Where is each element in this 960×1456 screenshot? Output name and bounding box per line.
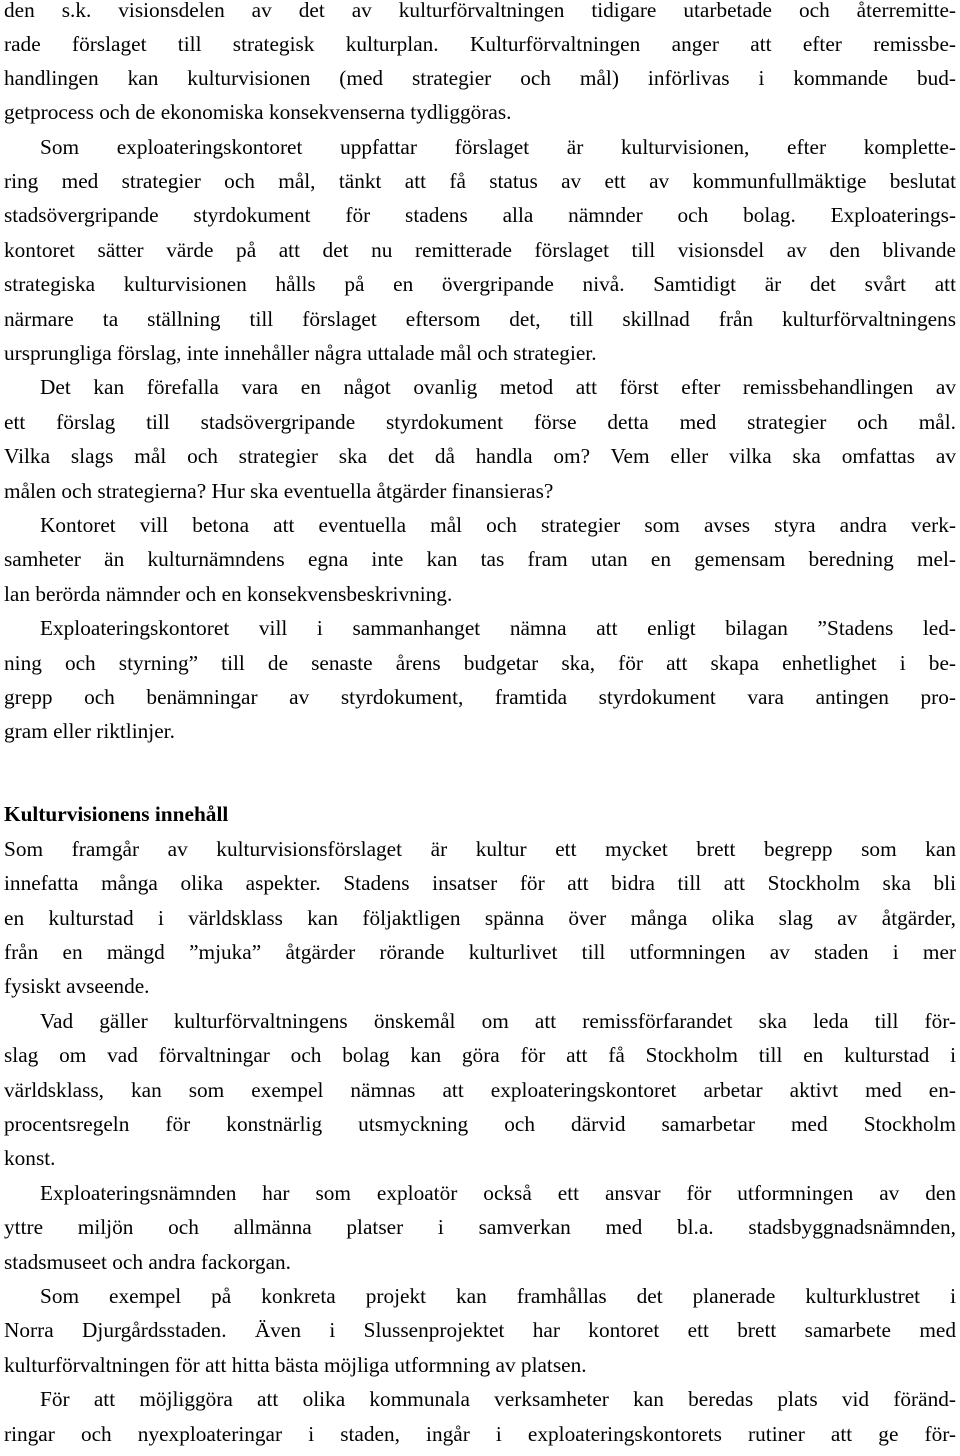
text-line: målen och strategierna? Hur ska eventuella åtgärder finansieras? bbox=[4, 479, 554, 503]
text-line: kontoret sätter värde på att det nu remitterade förslaget till visionsdel av den blivande bbox=[4, 238, 956, 262]
text-line: världsklass, kan som exempel nämnas att exploateringskontoret arbetar aktivt med en- bbox=[4, 1078, 956, 1102]
text-line: Som exploateringskontoret uppfattar förslaget är kulturvisionen, efter komplette- bbox=[40, 135, 956, 159]
text-line: gram eller riktlinjer. bbox=[4, 719, 175, 743]
text-line: Som exempel på konkreta projekt kan framhållas det planerade kulturklustret i bbox=[40, 1284, 956, 1308]
text-line: ring med strategier och mål, tänkt att få status av ett av kommunfullmäktige beslutat bbox=[4, 169, 956, 193]
text-line: från en mängd ”mjuka” åtgärder rörande kulturlivet till utformningen av staden i mer bbox=[4, 940, 956, 964]
text-line: kulturförvaltningen för att hitta bästa möjliga utformning av platsen. bbox=[4, 1353, 587, 1377]
text-line: lan berörda nämnder och en konsekvensbeskrivning. bbox=[4, 582, 453, 606]
text-line: Vad gäller kulturförvaltningens önskemål om att remissförfarandet ska leda till för- bbox=[40, 1009, 956, 1033]
text-line: fysiskt avseende. bbox=[4, 974, 150, 998]
text-line: innefatta många olika aspekter. Stadens insatser för att bidra till att Stockholm ska bli bbox=[4, 871, 956, 895]
text-line: Norra Djurgårdsstaden. Även i Slussenprojektet har kontoret ett brett samarbete med bbox=[4, 1318, 956, 1342]
text-line: samheter än kulturnämndens egna inte kan tas fram utan en gemensam beredning mel- bbox=[4, 547, 956, 571]
text-line: ringar och nyexploateringar i staden, ingår i exploateringskontorets rutiner att ge för- bbox=[4, 1422, 956, 1446]
text-line: ning och styrning” till de senaste årens budgetar ska, för att skapa enhetlighet i be- bbox=[4, 651, 956, 675]
text-line: rade förslaget till strategisk kulturplan. Kulturförvaltningen anger att efter remissbe- bbox=[4, 32, 956, 56]
text-line: slag om vad förvaltningar och bolag kan göra för att få Stockholm till en kulturstad i bbox=[4, 1043, 956, 1067]
section-heading: Kulturvisionens innehåll bbox=[4, 802, 229, 826]
text-line: stadsövergripande styrdokument för stadens alla nämnder och bolag. Exploaterings- bbox=[4, 203, 956, 227]
text-line: procentsregeln för konstnärlig utsmyckning och därvid samarbetar med Stockholm bbox=[4, 1112, 956, 1136]
text-line: grepp och benämningar av styrdokument, framtida styrdokument vara antingen pro- bbox=[4, 685, 956, 709]
text-line: handlingen kan kulturvisionen (med strategier och mål) införlivas i kommande bud- bbox=[4, 66, 956, 90]
text-line: Exploateringskontoret vill i sammanhanget nämna att enligt bilagan ”Stadens led- bbox=[40, 616, 956, 640]
text-line: getprocess och de ekonomiska konsekvenserna tydliggöras. bbox=[4, 100, 512, 124]
text-line: stadsmuseet och andra fackorgan. bbox=[4, 1250, 292, 1274]
text-line: Exploateringsnämnden har som exploatör också ett ansvar för utformningen av den bbox=[40, 1181, 956, 1205]
text-line: Vilka slags mål och strategier ska det då handla om? Vem eller vilka ska omfattas av bbox=[4, 444, 956, 468]
text-line: den s.k. visionsdelen av det av kulturförvaltningen tidigare utarbetade och återremitte- bbox=[4, 0, 956, 22]
text-line: ett förslag till stadsövergripande styrdokument förse detta med strategier och mål. bbox=[4, 410, 956, 434]
text-line: en kulturstad i världsklass kan följaktligen spänna över många olika slag av åtgärder, bbox=[4, 906, 956, 930]
text-line: För att möjliggöra att olika kommunala verksamheter kan beredas plats vid föränd- bbox=[40, 1387, 956, 1411]
text-line: Det kan förefalla vara en något ovanlig metod att först efter remissbehandlingen av bbox=[40, 375, 956, 399]
text-line: Som framgår av kulturvisionsförslaget är kultur ett mycket brett begrepp som kan bbox=[4, 837, 956, 861]
text-line: Kontoret vill betona att eventuella mål och strategier som avses styra andra verk- bbox=[40, 513, 956, 537]
text-line: konst. bbox=[4, 1146, 56, 1170]
text-line: närmare ta ställning till förslaget eftersom det, till skillnad från kulturförvaltningens bbox=[4, 307, 956, 331]
text-line: strategiska kulturvisionen hålls på en övergripande nivå. Samtidigt är det svårt att bbox=[4, 272, 956, 296]
text-line: yttre miljön och allmänna platser i samverkan med bl.a. stadsbyggnadsnämnden, bbox=[4, 1215, 956, 1239]
text-line: ursprungliga förslag, inte innehåller några uttalade mål och strategier. bbox=[4, 341, 597, 365]
